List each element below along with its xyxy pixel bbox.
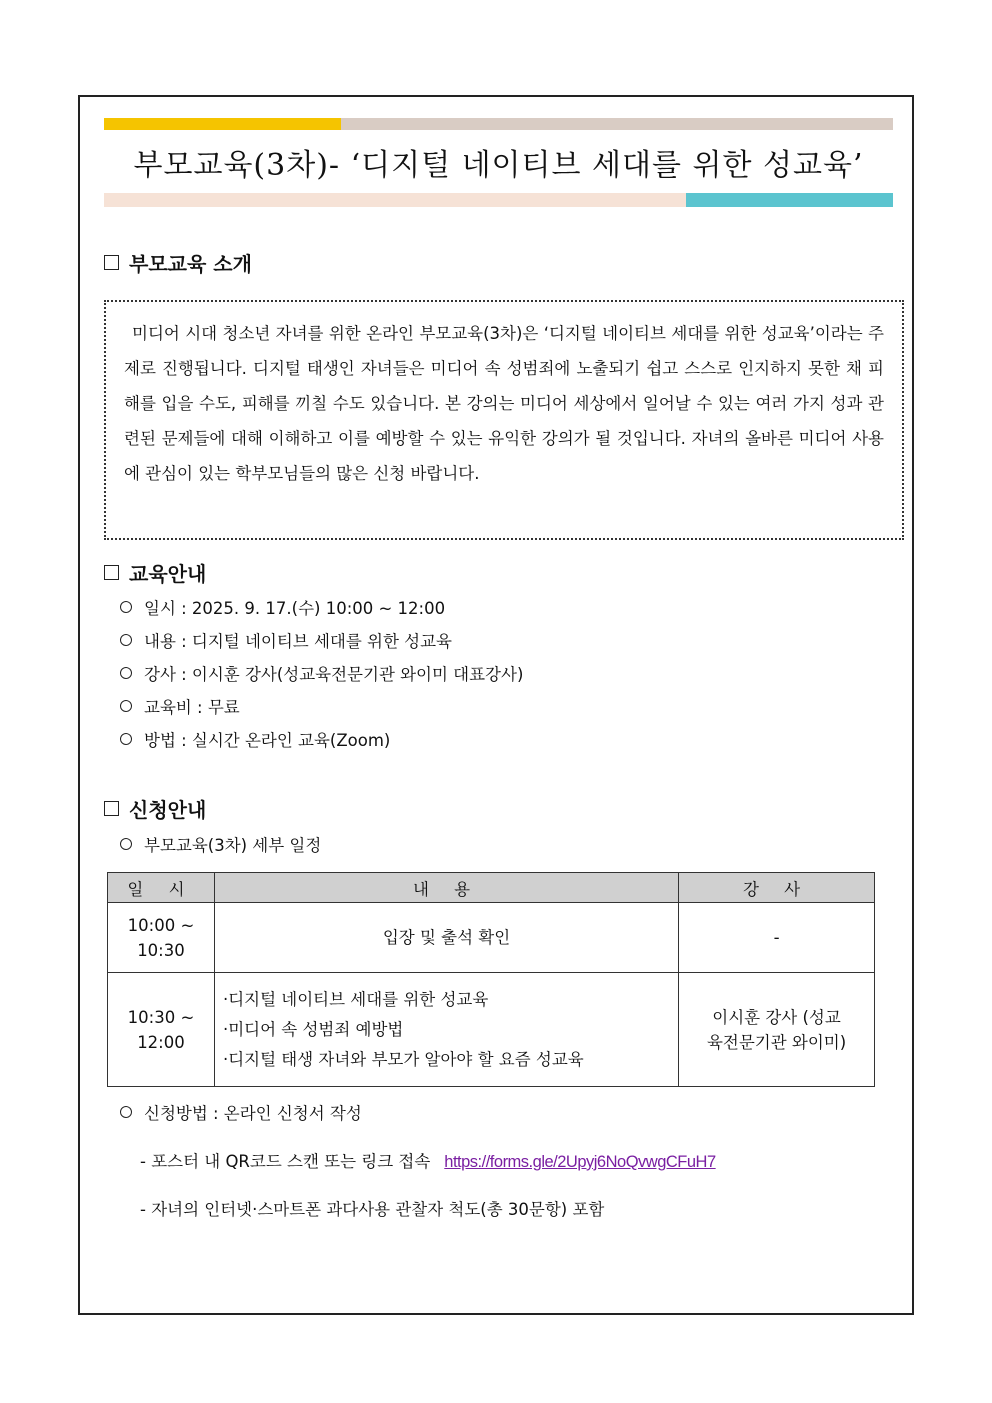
education-list: [120, 590, 523, 755]
list-item: [120, 1100, 362, 1124]
education-date: 일시 : 2025. 9. 17.(수) 10:00 ~ 12:00: [144, 598, 446, 618]
schedule-label-row: [120, 827, 321, 860]
apply-detail-text: - 자녀의 인터넷·스마트폰 과다사용 관찰자 척도(총 30문항) 포함: [140, 1200, 605, 1219]
table-cell-content: [214, 973, 678, 1087]
list-item: [120, 656, 523, 689]
title-bar-bottom-peach: [104, 193, 686, 207]
table-row: [108, 903, 875, 973]
list-item: [120, 689, 523, 722]
section-heading-label: 교육안내: [129, 562, 207, 586]
checkbox-square-icon: [104, 565, 119, 580]
circle-bullet-icon: [120, 667, 132, 679]
table-cell-lecturer: -: [679, 903, 875, 973]
time-text: 10:00 ~ 10:30: [127, 915, 195, 960]
table-cell-time: [108, 903, 215, 973]
apply-detail-text: - 포스터 내 QR코드 스캔 또는 링크 접속: [140, 1152, 431, 1171]
apply-form-link[interactable]: https://forms.gle/2Upyj6NoQvwgCFuH7: [444, 1153, 716, 1171]
intro-box: [104, 300, 904, 540]
intro-text: 미디어 시대 청소년 자녀를 위한 온라인 부모교육(3차)은 ‘디지털 네이티브 세대를 위한 성교육’이라는 주제로 진행됩니다. 디지털 태생인 자녀들은 미디어 속 성범죄에 노출되기 쉽고 스스로 인지하지 못한 채 피해를 입을 수도, 피해를 끼칠 수도 있습니다. 본 강의는 미디어 세상에서 일어날 수 있는 여러 가지 성과 관련된 문제들에 대해 이해하고 이를 예방할 수 있는 유익한 강의가 될 것입니다. 자녀의 올바른 미디어 사용에 관심이 있는 학부모님들의 많은 신청 바랍니다.: [124, 324, 884, 483]
apply-detail-2: [140, 1196, 604, 1220]
title-bar-top-yellow: [104, 118, 341, 130]
schedule-label: 부모교육(3차) 세부 일정: [144, 835, 322, 855]
education-method: 방법 : 실시간 온라인 교육(Zoom): [144, 730, 391, 750]
table-header-time: 일 시: [108, 873, 215, 903]
content-line: ·디지털 태생 자녀와 부모가 알아야 할 요즘 성교육: [222, 1049, 584, 1069]
schedule-table: [107, 872, 875, 1087]
title-bar-top-beige: [341, 118, 893, 130]
circle-bullet-icon: [120, 1106, 132, 1118]
list-item: [120, 590, 523, 623]
circle-bullet-icon: [120, 733, 132, 745]
list-item: [120, 827, 321, 860]
table-header-lecturer: 강 사: [679, 873, 875, 903]
circle-bullet-icon: [120, 838, 132, 850]
list-item: [120, 623, 523, 656]
section-heading-intro: [104, 248, 252, 277]
section-heading-education: [104, 558, 206, 587]
apply-method-row: [120, 1100, 362, 1124]
apply-method: 신청방법 : 온라인 신청서 작성: [144, 1104, 362, 1123]
apply-detail-1: [140, 1148, 716, 1172]
table-cell-lecturer: [679, 973, 875, 1087]
circle-bullet-icon: [120, 700, 132, 712]
list-item: [120, 722, 523, 755]
section-heading-label: 신청안내: [129, 798, 207, 822]
lecturer-text: 이시훈 강사 (성교육전문기관 와이미): [706, 1007, 847, 1052]
table-header-content: 내 용: [214, 873, 678, 903]
checkbox-square-icon: [104, 801, 119, 816]
section-heading-application: [104, 794, 206, 823]
section-heading-label: 부모교육 소개: [129, 252, 252, 276]
table-header-row: [108, 873, 875, 903]
table-cell-time: [108, 973, 215, 1087]
education-fee: 교육비 : 무료: [144, 697, 240, 717]
title-bar-bottom-teal: [686, 193, 893, 207]
content-line: ·디지털 네이티브 세대를 위한 성교육: [222, 989, 489, 1009]
page-title: 부모교육(3차)- ‘디지털 네이티브 세대를 위한 성교육’: [133, 148, 864, 183]
checkbox-square-icon: [104, 255, 119, 270]
content-line: ·미디어 속 성범죄 예방법: [222, 1019, 404, 1039]
table-cell-content: 입장 및 출석 확인: [214, 903, 678, 973]
education-content: 내용 : 디지털 네이티브 세대를 위한 성교육: [144, 631, 452, 651]
time-text: 10:30 ~ 12:00: [127, 1007, 195, 1052]
table-row: [108, 973, 875, 1087]
circle-bullet-icon: [120, 634, 132, 646]
circle-bullet-icon: [120, 601, 132, 613]
education-lecturer: 강사 : 이시훈 강사(성교육전문기관 와이미 대표강사): [144, 664, 524, 684]
